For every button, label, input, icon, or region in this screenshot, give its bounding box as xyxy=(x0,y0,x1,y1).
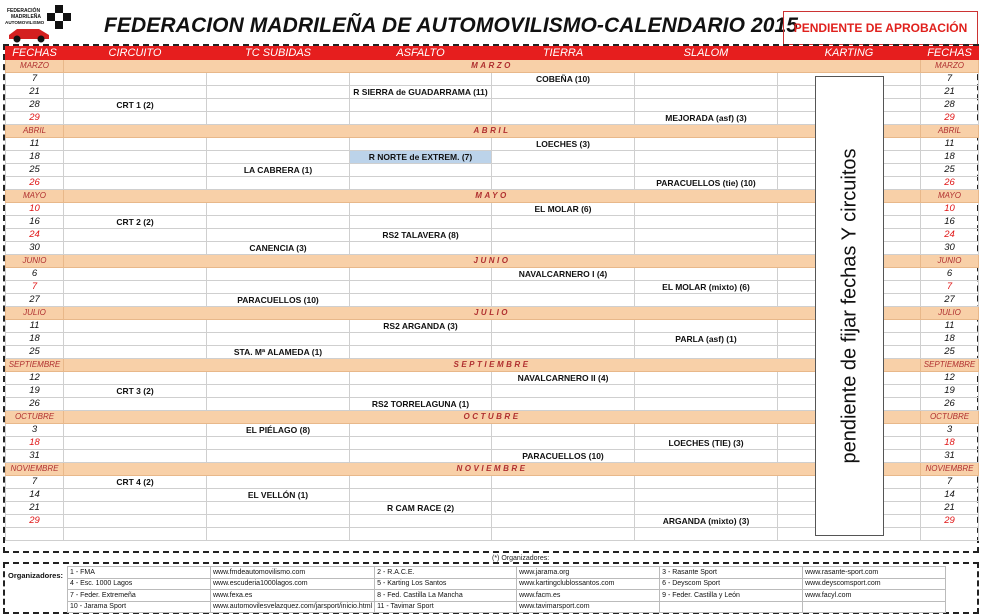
date-cell-right: 25 xyxy=(921,164,979,177)
organizer-name: 11 - Tavimar Sport xyxy=(375,601,517,613)
date-cell-right: 19 xyxy=(921,385,979,398)
event-cell-slalom: PARLA (asf) (1) xyxy=(635,333,778,346)
event-cell-asfalto xyxy=(350,242,492,255)
date-cell: 26 xyxy=(6,177,64,190)
event-cell-tierra xyxy=(492,86,635,99)
event-cell-circuito xyxy=(64,437,207,450)
date-cell: 29 xyxy=(6,515,64,528)
date-cell: 11 xyxy=(6,138,64,151)
event-cell-tc: EL PIÉLAGO (8) xyxy=(207,424,350,437)
month-label-left: JUNIO xyxy=(6,255,64,268)
date-cell: 27 xyxy=(6,294,64,307)
month-label-left: MARZO xyxy=(6,60,64,73)
date-cell: 16 xyxy=(6,216,64,229)
date-cell-right: 3 xyxy=(921,424,979,437)
event-cell-tc xyxy=(207,151,350,164)
organizers-panel xyxy=(3,562,979,614)
date-cell: 21 xyxy=(6,502,64,515)
event-cell-slalom xyxy=(635,151,778,164)
date-cell-right: 18 xyxy=(921,151,979,164)
date-cell: 19 xyxy=(6,385,64,398)
month-separator-row xyxy=(6,60,979,73)
event-cell-slalom xyxy=(635,99,778,112)
month-label-center: SEPTIEMBRE xyxy=(64,359,921,372)
event-cell-slalom xyxy=(635,203,778,216)
date-cell-right: 24 xyxy=(921,229,979,242)
month-label-right: JULIO xyxy=(921,307,979,320)
event-cell-asfalto xyxy=(350,515,492,528)
month-label-left: NOVIEMBRE xyxy=(6,463,64,476)
date-cell-right: 21 xyxy=(921,502,979,515)
col-header-fechas: FECHAS xyxy=(6,47,64,60)
date-cell-right: 10 xyxy=(921,203,979,216)
organizer-website[interactable]: www.facm.es xyxy=(517,590,660,602)
event-cell-asfalto xyxy=(350,73,492,86)
event-cell-asfalto xyxy=(350,99,492,112)
month-label-right: NOVIEMBRE xyxy=(921,463,979,476)
month-label-center: NOVIEMBRE xyxy=(64,463,921,476)
month-label-right: MAYO xyxy=(921,190,979,203)
event-cell-tierra: NAVALCARNERO I (4) xyxy=(492,268,635,281)
event-cell-tierra xyxy=(492,281,635,294)
date-cell: 11 xyxy=(6,320,64,333)
event-cell-slalom xyxy=(635,502,778,515)
organizer-row xyxy=(68,578,946,590)
date-cell-right: 27 xyxy=(921,294,979,307)
date-cell: 18 xyxy=(6,151,64,164)
event-cell-asfalto xyxy=(350,268,492,281)
event-cell-circuito xyxy=(64,86,207,99)
event-cell-asfalto: RS2 TALAVERA (8) xyxy=(350,229,492,242)
date-cell xyxy=(6,528,64,541)
date-cell-right: 6 xyxy=(921,268,979,281)
event-cell-tierra xyxy=(492,385,635,398)
event-cell-tc: EL VELLÓN (1) xyxy=(207,489,350,502)
event-cell-slalom xyxy=(635,86,778,99)
date-cell-right: 28 xyxy=(921,99,979,112)
organizer-name: 10 - Jarama Sport xyxy=(68,601,211,613)
event-cell-tc xyxy=(207,398,350,411)
event-cell-slalom xyxy=(635,372,778,385)
event-cell-tc xyxy=(207,333,350,346)
organizer-website[interactable]: www.automovilesvelazquez.com/jarsport/inicio.html xyxy=(211,601,375,613)
event-cell-asfalto xyxy=(350,450,492,463)
event-cell-slalom xyxy=(635,268,778,281)
event-cell-circuito xyxy=(64,164,207,177)
date-cell-right: 16 xyxy=(921,216,979,229)
event-cell-tierra: PARACUELLOS (10) xyxy=(492,450,635,463)
status-badge: PENDIENTE DE APROBACIÓN xyxy=(783,11,978,45)
event-cell-tierra xyxy=(492,320,635,333)
date-cell-right: 26 xyxy=(921,398,979,411)
month-label-left: JULIO xyxy=(6,307,64,320)
date-cell-right: 11 xyxy=(921,138,979,151)
event-cell-slalom xyxy=(635,346,778,359)
event-cell-circuito xyxy=(64,138,207,151)
page-title: FEDERACION MADRILEÑA DE AUTOMOVILISMO-CALENDARIO 2015 xyxy=(104,14,799,37)
date-cell: 12 xyxy=(6,372,64,385)
date-cell-right: 29 xyxy=(921,112,979,125)
organizer-website xyxy=(803,601,946,613)
event-cell-asfalto: R SIERRA de GUADARRAMA (11) xyxy=(350,86,492,99)
event-cell-tierra xyxy=(492,528,635,541)
date-cell: 7 xyxy=(6,73,64,86)
organizer-name: 2 - R.A.C.E. xyxy=(375,567,517,579)
event-cell-asfalto xyxy=(350,203,492,216)
event-cell-tc xyxy=(207,73,350,86)
organizer-website[interactable]: www.fmdeautomovilismo.com xyxy=(211,567,375,579)
date-cell: 26 xyxy=(6,398,64,411)
event-cell-tc xyxy=(207,450,350,463)
event-cell-tierra xyxy=(492,151,635,164)
organizers-label: Organizadores: xyxy=(8,571,64,580)
event-cell-tierra: COBEÑA (10) xyxy=(492,73,635,86)
event-cell-slalom xyxy=(635,216,778,229)
date-cell: 25 xyxy=(6,346,64,359)
event-cell-slalom xyxy=(635,489,778,502)
event-cell-circuito xyxy=(64,294,207,307)
event-cell-circuito xyxy=(64,177,207,190)
event-cell-circuito xyxy=(64,203,207,216)
organizer-website[interactable]: www.tavimarsport.com xyxy=(517,601,660,613)
event-cell-tierra xyxy=(492,242,635,255)
date-cell-right: 30 xyxy=(921,242,979,255)
column-header-row xyxy=(6,47,979,60)
event-cell-slalom: EL MOLAR (mixto) (6) xyxy=(635,281,778,294)
event-cell-circuito xyxy=(64,151,207,164)
month-label-center: MAYO xyxy=(64,190,921,203)
organizer-website[interactable]: www.escuderia1000lagos.com xyxy=(211,578,375,590)
event-cell-circuito xyxy=(64,528,207,541)
event-cell-slalom xyxy=(635,450,778,463)
event-cell-circuito: CRT 3 (2) xyxy=(64,385,207,398)
event-cell-asfalto xyxy=(350,424,492,437)
organizer-website[interactable]: www.kartingclublossantos.com xyxy=(517,578,660,590)
date-cell: 21 xyxy=(6,86,64,99)
event-cell-tc xyxy=(207,112,350,125)
event-cell-circuito xyxy=(64,320,207,333)
month-label-right: MARZO xyxy=(921,60,979,73)
organizer-name: 7 - Feder. Extremeña xyxy=(68,590,211,602)
event-cell-circuito xyxy=(64,502,207,515)
event-cell-tc xyxy=(207,515,350,528)
event-cell-circuito xyxy=(64,229,207,242)
month-label-center: JULIO xyxy=(64,307,921,320)
svg-text:MADRILEÑA: MADRILEÑA xyxy=(11,14,41,20)
event-cell-tierra xyxy=(492,216,635,229)
event-cell-tierra xyxy=(492,333,635,346)
event-cell-asfalto: R CAM RACE (2) xyxy=(350,502,492,515)
event-cell-tierra xyxy=(492,294,635,307)
organizer-row xyxy=(68,567,946,579)
event-cell-asfalto: RS2 ARGANDA (3) xyxy=(350,320,492,333)
event-cell-tierra xyxy=(492,164,635,177)
month-label-center: MARZO xyxy=(64,60,921,73)
event-cell-tc xyxy=(207,437,350,450)
event-cell-tc xyxy=(207,268,350,281)
event-cell-tc xyxy=(207,138,350,151)
date-cell: 18 xyxy=(6,333,64,346)
event-cell-circuito xyxy=(64,489,207,502)
event-cell-tierra xyxy=(492,99,635,112)
event-cell-slalom xyxy=(635,528,778,541)
organizer-name: 5 - Karting Los Santos xyxy=(375,578,517,590)
date-cell: 24 xyxy=(6,229,64,242)
event-cell-circuito xyxy=(64,268,207,281)
event-cell-tc xyxy=(207,502,350,515)
event-cell-circuito xyxy=(64,112,207,125)
organizer-website[interactable]: www.deyscomsport.com xyxy=(803,578,946,590)
month-label-right: JUNIO xyxy=(921,255,979,268)
date-cell-right: 29 xyxy=(921,515,979,528)
event-cell-tc xyxy=(207,320,350,333)
organizers-table xyxy=(67,566,946,613)
organizer-row xyxy=(68,601,946,613)
event-cell-slalom: MEJORADA (asf) (3) xyxy=(635,112,778,125)
event-cell-tierra xyxy=(492,177,635,190)
date-cell: 7 xyxy=(6,281,64,294)
date-cell-right: 7 xyxy=(921,73,979,86)
month-label-left: OCTUBRE xyxy=(6,411,64,424)
event-cell-tierra xyxy=(492,502,635,515)
organizer-name xyxy=(660,601,803,613)
col-header-tierra: TIERRA xyxy=(492,47,635,60)
organizer-website[interactable]: www.rasante-sport.com xyxy=(803,567,946,579)
month-label-left: MAYO xyxy=(6,190,64,203)
date-cell-right: 7 xyxy=(921,476,979,489)
event-cell-asfalto: R NORTE de EXTREM. (7) xyxy=(350,151,492,164)
event-cell-tierra xyxy=(492,476,635,489)
event-cell-slalom xyxy=(635,164,778,177)
event-cell-asfalto xyxy=(350,528,492,541)
date-cell: 31 xyxy=(6,450,64,463)
date-cell-right: 31 xyxy=(921,450,979,463)
event-cell-slalom xyxy=(635,385,778,398)
event-cell-asfalto xyxy=(350,372,492,385)
event-cell-tc: STA. Mª ALAMEDA (1) xyxy=(207,346,350,359)
event-cell-asfalto xyxy=(350,294,492,307)
event-cell-asfalto xyxy=(350,346,492,359)
event-cell-slalom xyxy=(635,73,778,86)
event-cell-asfalto xyxy=(350,216,492,229)
organizer-name: 1 - FMA xyxy=(68,567,211,579)
month-label-right: ABRIL xyxy=(921,125,979,138)
date-cell-right xyxy=(921,528,979,541)
event-cell-asfalto xyxy=(350,437,492,450)
date-cell: 6 xyxy=(6,268,64,281)
event-cell-slalom: ARGANDA (mixto) (3) xyxy=(635,515,778,528)
event-cell-tierra xyxy=(492,515,635,528)
svg-text:FEDERACIÓN: FEDERACIÓN xyxy=(7,8,41,14)
date-cell-right: 18 xyxy=(921,437,979,450)
date-cell: 28 xyxy=(6,99,64,112)
date-cell: 7 xyxy=(6,476,64,489)
event-cell-tc xyxy=(207,372,350,385)
date-cell: 18 xyxy=(6,437,64,450)
month-label-right: SEPTIEMBRE xyxy=(921,359,979,372)
col-header-asfalto: ASFALTO xyxy=(350,47,492,60)
date-cell: 14 xyxy=(6,489,64,502)
event-cell-asfalto: RS2 TORRELAGUNA (1) xyxy=(350,398,492,411)
col-header-tc-subidas: TC SUBIDAS xyxy=(207,47,350,60)
month-label-center: ABRIL xyxy=(64,125,921,138)
event-cell-asfalto xyxy=(350,138,492,151)
organizer-website[interactable]: www.jarama.org xyxy=(517,567,660,579)
event-cell-circuito xyxy=(64,242,207,255)
month-label-center: JUNIO xyxy=(64,255,921,268)
organizer-name: 3 - Rasante Sport xyxy=(660,567,803,579)
event-cell-tc xyxy=(207,86,350,99)
date-cell-right: 25 xyxy=(921,346,979,359)
date-cell-right: 21 xyxy=(921,86,979,99)
event-cell-slalom xyxy=(635,242,778,255)
month-label-right: OCTUBRE xyxy=(921,411,979,424)
event-cell-tc xyxy=(207,99,350,112)
event-cell-tierra xyxy=(492,346,635,359)
event-cell-tc xyxy=(207,385,350,398)
event-cell-tierra xyxy=(492,229,635,242)
fma-logo xyxy=(5,5,75,43)
event-cell-tc xyxy=(207,528,350,541)
organizer-name: 9 - Feder. Castilla y León xyxy=(660,590,803,602)
event-cell-slalom xyxy=(635,424,778,437)
event-cell-slalom xyxy=(635,138,778,151)
organizer-website[interactable]: www.facyl.com xyxy=(803,590,946,602)
svg-text:AUTOMOVILISMO: AUTOMOVILISMO xyxy=(5,20,45,25)
organizer-name: 8 - Fed. Castilla La Mancha xyxy=(375,590,517,602)
event-cell-tierra: EL MOLAR (6) xyxy=(492,203,635,216)
month-label-center: OCTUBRE xyxy=(64,411,921,424)
event-cell-tierra xyxy=(492,424,635,437)
date-cell-right: 11 xyxy=(921,320,979,333)
date-cell-right: 14 xyxy=(921,489,979,502)
event-cell-asfalto xyxy=(350,112,492,125)
event-cell-asfalto xyxy=(350,177,492,190)
event-cell-tierra xyxy=(492,437,635,450)
event-cell-circuito xyxy=(64,73,207,86)
event-cell-circuito xyxy=(64,346,207,359)
date-cell-right: 7 xyxy=(921,281,979,294)
organizer-name: 4 - Esc. 1000 Lagos xyxy=(68,578,211,590)
event-cell-tierra: LOECHES (3) xyxy=(492,138,635,151)
event-cell-tc xyxy=(207,203,350,216)
date-cell: 10 xyxy=(6,203,64,216)
event-cell-tc xyxy=(207,229,350,242)
event-cell-tierra xyxy=(492,112,635,125)
event-cell-asfalto xyxy=(350,489,492,502)
event-cell-tc: PARACUELLOS (10) xyxy=(207,294,350,307)
event-cell-tc xyxy=(207,281,350,294)
event-cell-tc xyxy=(207,216,350,229)
event-cell-slalom xyxy=(635,398,778,411)
date-cell-right: 12 xyxy=(921,372,979,385)
event-cell-circuito xyxy=(64,450,207,463)
event-cell-circuito xyxy=(64,424,207,437)
karting-pending-note: pendiente de fijar fechas Y circuitos xyxy=(838,148,860,464)
event-cell-asfalto xyxy=(350,333,492,346)
event-cell-circuito: CRT 2 (2) xyxy=(64,216,207,229)
event-cell-slalom xyxy=(635,294,778,307)
event-cell-tc xyxy=(207,476,350,489)
col-header-slalom: SLALOM xyxy=(635,47,778,60)
event-cell-asfalto xyxy=(350,476,492,489)
event-cell-asfalto xyxy=(350,164,492,177)
col-header-circuito: CIRCUITO xyxy=(64,47,207,60)
date-cell: 25 xyxy=(6,164,64,177)
event-cell-slalom xyxy=(635,320,778,333)
event-cell-tierra xyxy=(492,398,635,411)
event-cell-tierra xyxy=(492,489,635,502)
event-cell-circuito xyxy=(64,281,207,294)
event-cell-slalom: PARACUELLOS (tie) (10) xyxy=(635,177,778,190)
event-cell-tierra: NAVALCARNERO II (4) xyxy=(492,372,635,385)
date-cell-right: 18 xyxy=(921,333,979,346)
event-cell-asfalto xyxy=(350,385,492,398)
event-cell-circuito xyxy=(64,372,207,385)
event-cell-tc: CANENCIA (3) xyxy=(207,242,350,255)
organizers-title: (*) Organizadores: xyxy=(492,555,550,562)
date-cell: 3 xyxy=(6,424,64,437)
event-cell-tc xyxy=(207,177,350,190)
date-cell: 29 xyxy=(6,112,64,125)
organizer-website[interactable]: www.fexa.es xyxy=(211,590,375,602)
event-cell-circuito: CRT 1 (2) xyxy=(64,99,207,112)
event-cell-circuito xyxy=(64,333,207,346)
karting-pending-box xyxy=(815,76,884,536)
organizer-row xyxy=(68,590,946,602)
event-cell-slalom: LOECHES (TIE) (3) xyxy=(635,437,778,450)
event-cell-slalom xyxy=(635,476,778,489)
event-cell-circuito xyxy=(64,398,207,411)
col-header-fechas-right: FECHAS xyxy=(921,47,979,60)
event-cell-slalom xyxy=(635,229,778,242)
month-label-left: SEPTIEMBRE xyxy=(6,359,64,372)
col-header-karting: KARTING xyxy=(778,47,921,60)
event-cell-circuito: CRT 4 (2) xyxy=(64,476,207,489)
event-cell-tc: LA CABRERA (1) xyxy=(207,164,350,177)
date-cell-right: 26 xyxy=(921,177,979,190)
event-cell-asfalto xyxy=(350,281,492,294)
organizer-name: 6 - Deyscom Sport xyxy=(660,578,803,590)
event-cell-circuito xyxy=(64,515,207,528)
month-label-left: ABRIL xyxy=(6,125,64,138)
date-cell: 30 xyxy=(6,242,64,255)
